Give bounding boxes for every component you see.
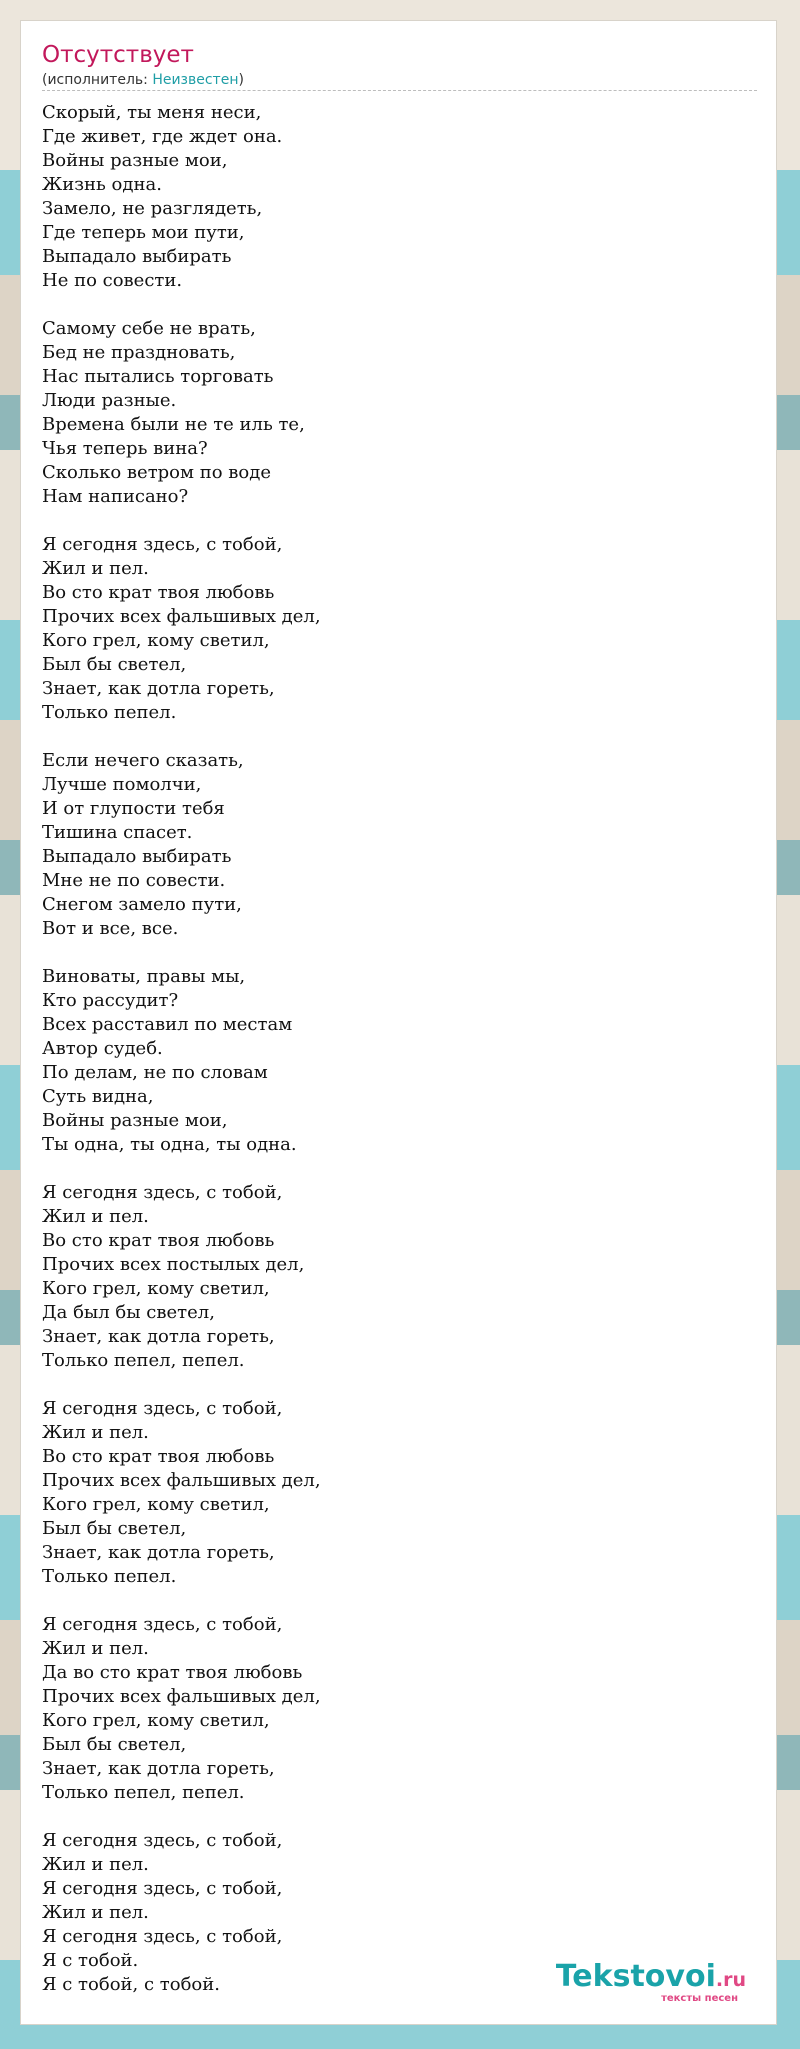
lyrics-line: Не по совести. xyxy=(42,270,183,291)
lyrics-stanza xyxy=(42,1397,321,1589)
lyrics-line: Кого грел, кому светил, xyxy=(42,1710,270,1731)
lyrics-line: Где живет, где ждет она. xyxy=(42,126,283,147)
lyrics-line: Я сегодня здесь, с тобой, xyxy=(42,1926,283,1947)
lyrics-line: Только пепел, пепел. xyxy=(42,1782,245,1803)
lyrics-line: Прочих всех постылых дел, xyxy=(42,1254,305,1275)
lyrics-stanza xyxy=(42,749,321,941)
lyrics-stanza xyxy=(42,965,321,1157)
lyrics-line: Только пепел. xyxy=(42,1566,177,1587)
lyrics-line: И от глупости тебя xyxy=(42,798,225,819)
lyrics-line: Жил и пел. xyxy=(42,1206,149,1227)
lyrics-line: Я сегодня здесь, с тобой, xyxy=(42,1830,283,1851)
lyrics-line: Я сегодня здесь, с тобой, xyxy=(42,1182,283,1203)
lyrics-line: Нас пытались торговать xyxy=(42,366,274,387)
lyrics-line: Виноваты, правы мы, xyxy=(42,966,246,987)
lyrics-line: Прочих всех фальшивых дел, xyxy=(42,606,321,627)
lyrics-line: Тишина спасет. xyxy=(42,822,193,843)
performer-link[interactable]: Неизвестен xyxy=(152,72,239,88)
lyrics-line: Только пепел. xyxy=(42,702,177,723)
lyrics-line: Кого грел, кому светил, xyxy=(42,630,270,651)
lyrics-line: Жил и пел. xyxy=(42,558,149,579)
lyrics-stanza xyxy=(42,101,321,293)
lyrics-line: Я сегодня здесь, с тобой, xyxy=(42,1398,283,1419)
lyrics-line: Замело, не разглядеть, xyxy=(42,198,263,219)
performer-prefix: (исполнитель: xyxy=(42,72,153,88)
lyrics-line: Прочих всех фальшивых дел, xyxy=(42,1470,321,1491)
lyrics-stanza xyxy=(42,1829,321,1997)
lyrics-line: Во сто крат твоя любовь xyxy=(42,1446,275,1467)
lyrics-line: Нам написано? xyxy=(42,486,189,507)
lyrics-line: Был бы светел, xyxy=(42,1734,187,1755)
lyrics-line: Кто рассудит? xyxy=(42,990,179,1011)
logo-wordmark xyxy=(556,1960,746,1997)
lyrics-line: Да был бы светел, xyxy=(42,1302,215,1323)
lyrics-line: Выпадало выбирать xyxy=(42,246,232,267)
lyrics-line: Суть видна, xyxy=(42,1086,154,1107)
lyrics-line: По делам, не по словам xyxy=(42,1062,268,1083)
lyrics-line: Во сто крат твоя любовь xyxy=(42,582,275,603)
lyrics-line: Если нечего сказать, xyxy=(42,750,244,771)
logo-tagline: тексты песен xyxy=(661,1993,738,2004)
lyrics-line: Времена были не те иль те, xyxy=(42,414,305,435)
lyrics-line: Знает, как дотла гореть, xyxy=(42,1758,275,1779)
lyrics-line: Жил и пел. xyxy=(42,1638,149,1659)
lyrics-line: Всех расставил по местам xyxy=(42,1014,293,1035)
lyrics-card xyxy=(20,20,777,2025)
lyrics-line: Прочих всех фальшивых дел, xyxy=(42,1686,321,1707)
lyrics-line: Во сто крат твоя любовь xyxy=(42,1230,275,1251)
lyrics-line: Я с тобой. xyxy=(42,1950,139,1971)
song-title: Отсутствует xyxy=(42,42,194,68)
lyrics-line: Мне не по совести. xyxy=(42,870,226,891)
lyrics-stanza xyxy=(42,1181,321,1373)
lyrics-text xyxy=(42,101,321,2021)
lyrics-line: Жил и пел. xyxy=(42,1902,149,1923)
lyrics-line: Знает, как дотла гореть, xyxy=(42,678,275,699)
lyrics-line: Жил и пел. xyxy=(42,1422,149,1443)
lyrics-line: Люди разные. xyxy=(42,390,177,411)
lyrics-line: Где теперь мои пути, xyxy=(42,222,245,243)
lyrics-line: Кого грел, кому светил, xyxy=(42,1278,270,1299)
title-divider xyxy=(42,90,757,91)
lyrics-stanza xyxy=(42,317,321,509)
lyrics-line: Знает, как дотла гореть, xyxy=(42,1326,275,1347)
lyrics-line: Кого грел, кому светил, xyxy=(42,1494,270,1515)
lyrics-line: Был бы светел, xyxy=(42,654,187,675)
lyrics-line: Самому себе не врать, xyxy=(42,318,256,339)
lyrics-line: Знает, как дотла гореть, xyxy=(42,1542,275,1563)
lyrics-line: Ты одна, ты одна, ты одна. xyxy=(42,1134,297,1155)
lyrics-line: Жил и пел. xyxy=(42,1854,149,1875)
lyrics-line: Войны разные мои, xyxy=(42,1110,228,1131)
lyrics-line: Сколько ветром по воде xyxy=(42,462,271,483)
lyrics-line: Я сегодня здесь, с тобой, xyxy=(42,534,283,555)
lyrics-line: Выпадало выбирать xyxy=(42,846,232,867)
lyrics-line: Я с тобой, с тобой. xyxy=(42,1974,220,1995)
logo-domain-suffix: .ru xyxy=(715,1969,746,1991)
lyrics-line: Вот и все, все. xyxy=(42,918,179,939)
performer-suffix: ) xyxy=(238,72,244,88)
site-logo[interactable] xyxy=(516,1960,746,2006)
lyrics-line: Чья теперь вина? xyxy=(42,438,208,459)
lyrics-line: Был бы светел, xyxy=(42,1518,187,1539)
lyrics-line: Да во сто крат твоя любовь xyxy=(42,1662,303,1683)
lyrics-line: Скорый, ты меня неси, xyxy=(42,102,262,123)
lyrics-line: Только пепел, пепел. xyxy=(42,1350,245,1371)
logo-name-text: Tekstovoi xyxy=(555,1959,716,1994)
lyrics-line: Жизнь одна. xyxy=(42,174,162,195)
lyrics-line: Лучше помолчи, xyxy=(42,774,202,795)
lyrics-stanza xyxy=(42,1613,321,1805)
lyrics-line: Войны разные мои, xyxy=(42,150,228,171)
lyrics-line: Бед не праздновать, xyxy=(42,342,236,363)
lyrics-line: Я сегодня здесь, с тобой, xyxy=(42,1614,283,1635)
lyrics-line: Автор судеб. xyxy=(42,1038,163,1059)
lyrics-stanza xyxy=(42,533,321,725)
lyrics-line: Я сегодня здесь, с тобой, xyxy=(42,1878,283,1899)
lyrics-line: Снегом замело пути, xyxy=(42,894,242,915)
performer-line xyxy=(42,71,244,89)
